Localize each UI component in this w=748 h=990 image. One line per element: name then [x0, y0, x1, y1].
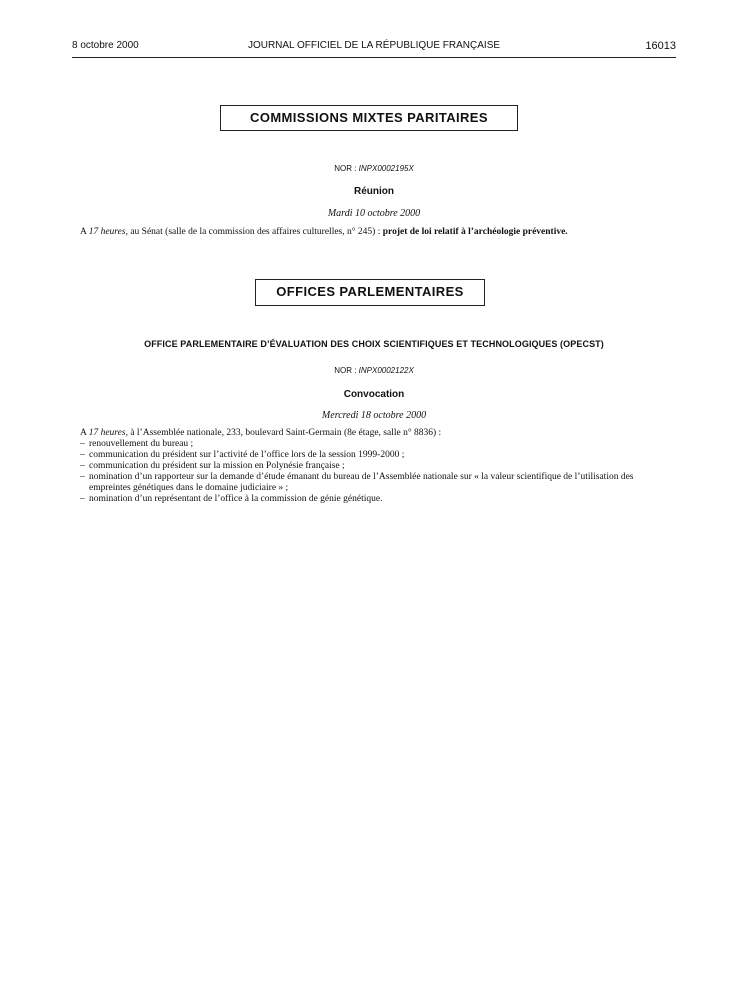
nor-reference-2: [72, 366, 676, 375]
convocation-time: 17 heures,: [88, 428, 128, 438]
agenda-item: – communication du président sur l’activité de l’office lors de la session 1999-2000 ;: [80, 450, 668, 461]
nor-prefix: NOR :: [334, 366, 357, 375]
nor-reference-1: [72, 164, 676, 173]
page-number: 16013: [645, 40, 676, 52]
agenda-list: [80, 439, 668, 505]
agenda-item: – renouvellement du bureau ;: [80, 439, 668, 450]
header-date: 8 octobre 2000: [72, 40, 139, 51]
meeting-heading: Réunion: [354, 186, 394, 197]
meeting-details: [80, 227, 668, 238]
line-prefix: A: [80, 428, 87, 438]
agenda-item: – nomination d’un représentant de l’office à la commission de génie génétique.: [80, 494, 668, 505]
convocation-location: à l’Assemblée nationale, 233, boulevard Saint-Germain (8e étage, salle n° 8836) :: [130, 428, 442, 438]
section-title-commissions: COMMISSIONS MIXTES PARITAIRES: [220, 105, 518, 131]
nor-code: INPX0002122X: [358, 366, 414, 375]
page-header: [72, 40, 676, 56]
convocation-intro: [80, 428, 668, 439]
meeting-subject: projet de loi relatif à l’archéologie préventive.: [382, 227, 568, 237]
meeting-location: au Sénat (salle de la commission des affaires culturelles, n° 245) :: [130, 227, 381, 237]
agenda-item: – communication du président sur la mission en Polynésie française ;: [80, 461, 668, 472]
section-title-offices: OFFICES PARLEMENTAIRES: [255, 279, 485, 306]
convocation-heading: Convocation: [343, 389, 405, 400]
convocation-date: Mercredi 18 octobre 2000: [321, 410, 427, 421]
nor-prefix: NOR :: [334, 164, 357, 173]
meeting-time: 17 heures,: [88, 227, 128, 237]
journal-title: JOURNAL OFFICIEL DE LA RÉPUBLIQUE FRANÇAISE: [247, 40, 501, 51]
office-title: OFFICE PARLEMENTAIRE D’ÉVALUATION DES CHOIX SCIENTIFIQUES ET TECHNOLOGIQUES (OPECST): [144, 339, 604, 349]
nor-code: INPX0002195X: [358, 164, 414, 173]
line-prefix: A: [80, 227, 87, 237]
header-rule: [72, 57, 676, 58]
agenda-item: – nomination d’un rapporteur sur la demande d’étude émanant du bureau de l’Assemblée nationale sur « la valeur scientifique de l’utilisation des empreintes génétiques dans le domaine judiciaire » ;: [80, 472, 668, 494]
convocation-details: [80, 428, 668, 505]
meeting-date: Mardi 10 octobre 2000: [327, 208, 421, 219]
